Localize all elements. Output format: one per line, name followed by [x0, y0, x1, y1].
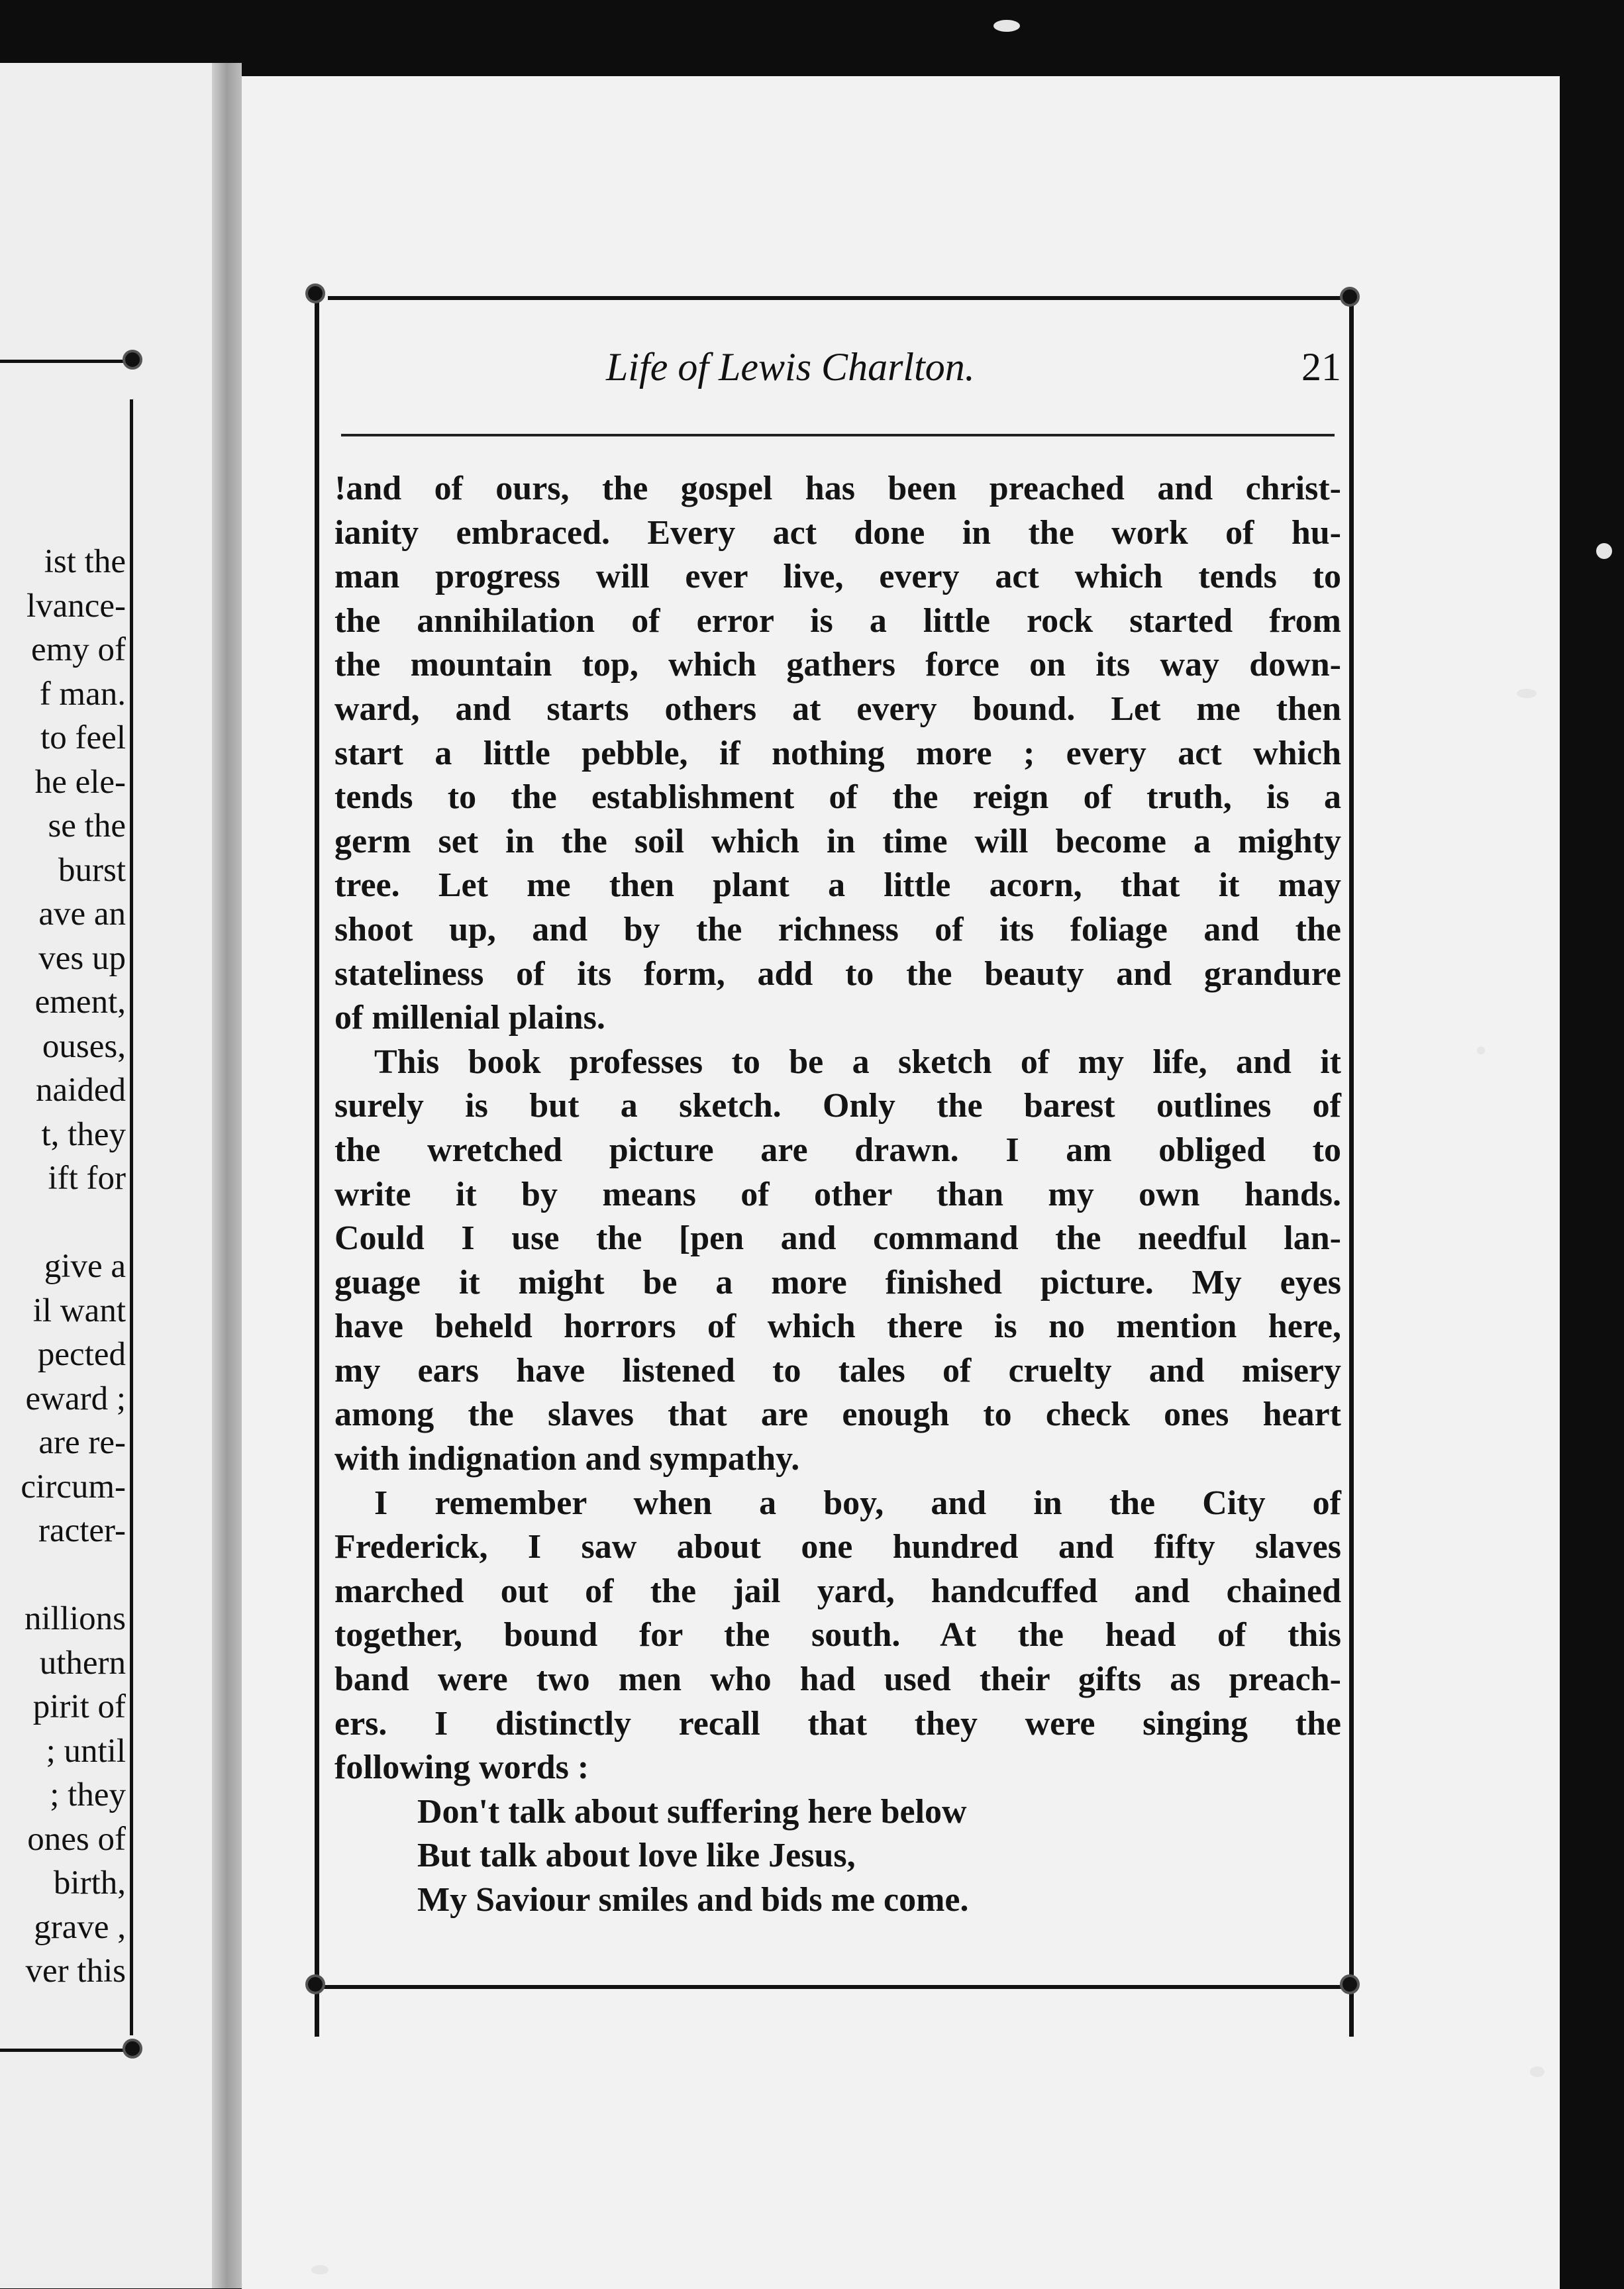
- previous-page: [0, 63, 215, 2288]
- previous-page-line: eward ;: [25, 1380, 126, 1417]
- text-line: Frederick, I saw about one hundred and fifty slaves: [334, 1528, 1341, 1566]
- dust-speck: [1596, 543, 1612, 559]
- page-frame-left: [315, 298, 319, 2037]
- previous-page-line: [21, 1553, 126, 1598]
- text-line: of millenial plains.: [334, 999, 605, 1037]
- frame-corner-ornament: [123, 2039, 142, 2059]
- previous-page-line: are re-: [38, 1424, 126, 1461]
- previous-page-frame-top: [0, 360, 132, 363]
- previous-page-text-fragments: [21, 540, 126, 1994]
- previous-page-line: circum-: [21, 1468, 126, 1505]
- dust-speck: [993, 20, 1020, 32]
- text-line: This book professes to be a sketch of my life, and it: [374, 1043, 1341, 1081]
- dust-speck: [1530, 2066, 1545, 2077]
- frame-corner-ornament: [305, 1974, 325, 1994]
- header-rule: [341, 434, 1335, 436]
- previous-page-line: racter-: [38, 1512, 126, 1549]
- frame-corner-ornament: [123, 350, 142, 370]
- text-line: tends to the establishment of the reign of truth, is a: [334, 778, 1341, 817]
- previous-page-line: se the: [48, 807, 126, 844]
- page-frame-top: [328, 296, 1341, 300]
- previous-page-line: ones of: [27, 1820, 126, 1858]
- page-frame-bottom: [321, 1985, 1348, 1989]
- text-line: marched out of the jail yard, handcuffed and chained: [334, 1572, 1341, 1610]
- running-title: Life of Lewis Charlton.: [606, 345, 975, 389]
- previous-page-line: ist the: [44, 543, 126, 580]
- previous-page-line: emy of: [30, 631, 126, 668]
- text-line: together, bound for the south. At the head of this: [334, 1616, 1341, 1654]
- text-line: I remember when a boy, and in the City of: [374, 1484, 1341, 1522]
- frame-corner-ornament: [305, 283, 325, 303]
- frame-corner-ornament: [1340, 287, 1360, 307]
- verse-line: But talk about love like Jesus,: [417, 1837, 856, 1875]
- text-line: ward, and starts others at every bound. Let me then: [334, 689, 1341, 728]
- text-line: have beheld horrors of which there is no mention here,: [334, 1307, 1341, 1346]
- text-line: stateliness of its form, add to the beauty and grandure: [334, 954, 1341, 993]
- verse-line: My Saviour smiles and bids me come.: [417, 1881, 969, 1919]
- text-line: Could I use the [pen and command the needful lan-: [334, 1219, 1341, 1258]
- previous-page-line: ; they: [50, 1776, 126, 1813]
- text-line: surely is but a sketch. Only the barest outlines of: [334, 1087, 1341, 1125]
- book-page: [242, 76, 1560, 2289]
- dust-speck: [1517, 689, 1537, 698]
- text-line: ianity embraced. Every act done in the work of hu-: [334, 513, 1341, 552]
- text-line: !and of ours, the gospel has been preached and christ-: [334, 470, 1341, 507]
- previous-page-line: ves up: [38, 939, 126, 977]
- text-line: tree. Let me then plant a little acorn, that it may: [334, 866, 1341, 905]
- text-line: the wretched picture are drawn. I am obliged to: [334, 1131, 1341, 1169]
- dust-speck: [1477, 1046, 1485, 1054]
- text-line: ers. I distinctly recall that they were singing the: [334, 1704, 1341, 1743]
- previous-page-line: naided: [36, 1072, 126, 1109]
- verse-line: Don't talk about suffering here below: [417, 1792, 967, 1831]
- text-line: among the slaves that are enough to check ones heart: [334, 1396, 1341, 1434]
- previous-page-line: ouses,: [42, 1027, 126, 1065]
- previous-page-line: give a: [44, 1248, 126, 1285]
- previous-page-line: uthern: [39, 1644, 126, 1682]
- previous-page-line: ement,: [34, 984, 126, 1021]
- running-head: [242, 344, 1560, 397]
- page-body-text: [334, 467, 1341, 1923]
- previous-page-line: ver this: [25, 1953, 126, 1990]
- previous-page-line: to feel: [40, 719, 126, 756]
- page-number: 21: [1301, 345, 1341, 389]
- text-line: the annihilation of error is a little rock started from: [334, 601, 1341, 640]
- previous-page-frame-right: [130, 399, 133, 2035]
- text-line: germ set in the soil which in time will become a mighty: [334, 822, 1341, 860]
- previous-page-line: pirit of: [32, 1688, 126, 1725]
- text-line: with indignation and sympathy.: [334, 1440, 800, 1478]
- previous-page-line: lvance-: [26, 587, 126, 625]
- text-line: man progress will ever live, every act which tends to: [334, 558, 1341, 596]
- page-frame-right: [1349, 298, 1354, 2037]
- previous-page-line: ift for: [48, 1160, 126, 1197]
- previous-page-line: t, they: [41, 1115, 126, 1153]
- previous-page-line: [21, 1201, 126, 1245]
- previous-page-line: birth,: [53, 1864, 126, 1902]
- previous-page-line: il want: [32, 1292, 126, 1329]
- previous-page-line: grave ,: [34, 1908, 126, 1946]
- previous-page-line: ; until: [46, 1732, 126, 1770]
- previous-page-line: burst: [58, 851, 126, 889]
- frame-corner-ornament: [1340, 1974, 1360, 1994]
- previous-page-line: pected: [37, 1336, 126, 1373]
- text-line: shoot up, and by the richness of its foliage and the: [334, 910, 1341, 948]
- text-line: write it by means of other than my own hands.: [334, 1175, 1341, 1213]
- text-line: following words :: [334, 1749, 589, 1787]
- text-line: the mountain top, which gathers force on its way down-: [334, 646, 1341, 684]
- text-line: start a little pebble, if nothing more ; every act which: [334, 734, 1341, 772]
- text-line: band were two men who had used their gifts as preach-: [334, 1660, 1341, 1699]
- text-line: guage it might be a more finished picture. My eyes: [334, 1263, 1341, 1301]
- book-spine-shadow: [212, 63, 242, 2288]
- previous-page-line: f man.: [39, 675, 126, 713]
- previous-page-line: nillions: [24, 1600, 126, 1637]
- previous-page-line: he ele-: [34, 763, 126, 801]
- text-line: my ears have listened to tales of cruelty and misery: [334, 1351, 1341, 1390]
- dust-speck: [311, 2265, 329, 2274]
- previous-page-line: ave an: [38, 895, 126, 933]
- previous-page-frame-bottom: [0, 2049, 132, 2052]
